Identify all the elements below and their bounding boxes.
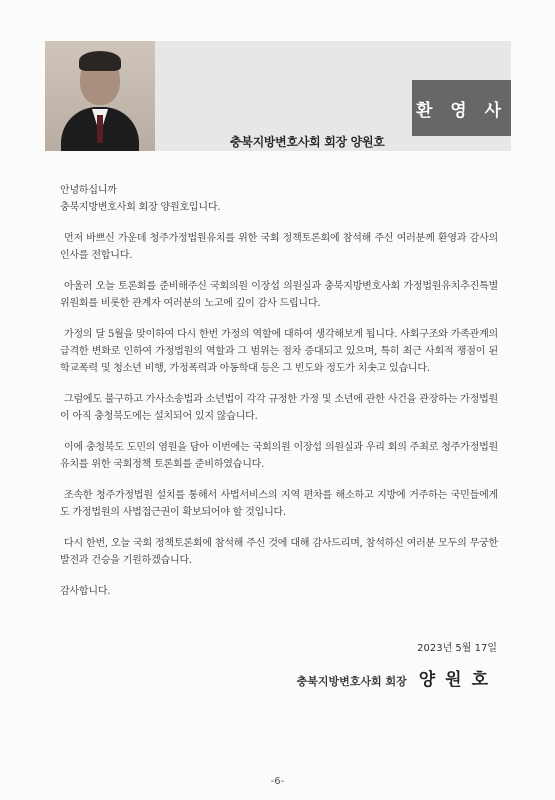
speaker-photo bbox=[45, 41, 155, 151]
paragraph: 그럼에도 불구하고 가사소송법과 소년법이 각각 규정한 가정 및 소년에 관한 사건을 관장하는 가정법원이 아직 충청북도에는 설치되어 있지 않습니다. bbox=[60, 394, 498, 422]
paragraph: 가정의 달 5월을 맞이하여 다시 한번 가정의 역할에 대하여 생각해보게 됩니다. 사회구조와 가족관계의 급격한 변화로 인하여 가정법원의 역할과 그 범위는 점차 증대되고 있으며, 특히 최근 사회적 쟁점이 된 학교폭력 및 청소년 비행, 가정폭력과 아동학대 등은 그 빈도와 정도가 치솟고 있습니다. bbox=[60, 329, 498, 374]
photo-hair bbox=[79, 51, 121, 71]
closing-line: 감사합니다. bbox=[60, 586, 111, 597]
paragraph: 다시 한번, 오늘 국회 정책토론회에 참석해 주신 것에 대해 감사드리며, 참석하신 여러분 모두의 무궁한 발전과 건승을 기원하겠습니다. bbox=[60, 538, 498, 566]
paragraph: 아울러 오늘 토론회를 준비해주신 국회의원 이장섭 의원실과 충북지방변호사회 가정법원유치추진특별위원회를 비롯한 관계자 여러분의 노고에 깊이 감사 드립니다. bbox=[60, 281, 498, 309]
speech-body bbox=[60, 182, 498, 600]
signature-name: 양원호 bbox=[418, 670, 498, 690]
page-number: -6- bbox=[270, 776, 285, 787]
paragraph: 조속한 청주가정법원 설치를 통해서 사법서비스의 지역 편차를 해소하고 지방에 거주하는 국민들에게도 가정법원의 사법접근권이 확보되어야 할 것입니다. bbox=[60, 490, 498, 518]
greeting-line-2: 충북지방변호사회 회장 양원호입니다. bbox=[60, 202, 221, 213]
speech-date: 2023년 5월 17일 bbox=[417, 643, 497, 654]
section-title: 환 영 사 bbox=[412, 80, 511, 136]
paragraph: 먼저 바쁘신 가운데 청주가정법원유치를 위한 국회 정책토론회에 참석해 주신 여러분께 환영과 감사의 인사를 전합니다. bbox=[60, 233, 498, 261]
photo-tie bbox=[97, 115, 103, 143]
greeting-line-1: 안녕하십니까 bbox=[60, 185, 117, 196]
paragraph: 이에 충청북도 도민의 염원을 담아 이번에는 국회의원 이장섭 의원실과 우리 회의 주최로 청주가정법원 유치를 위한 국회정책 토론회를 준비하였습니다. bbox=[60, 442, 498, 470]
signature bbox=[297, 665, 498, 690]
header-speaker: 충북지방변호사회 회장 양원호 bbox=[230, 135, 385, 149]
signature-org: 충북지방변호사회 회장 bbox=[296, 675, 407, 688]
